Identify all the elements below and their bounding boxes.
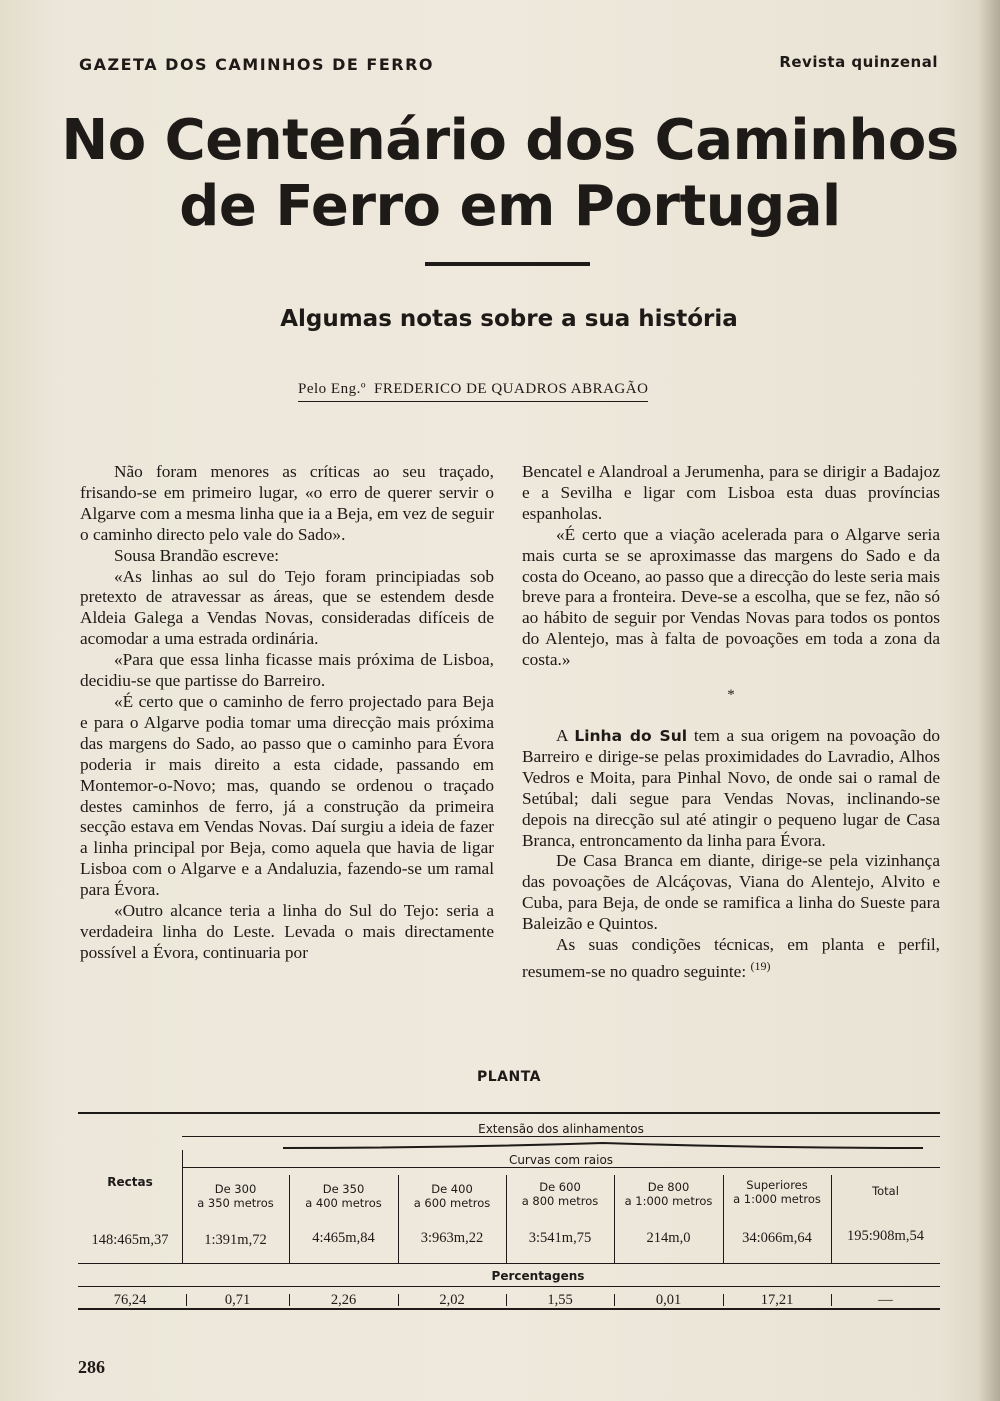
col-header-350-400: De 350 a 400 metros <box>305 1182 382 1210</box>
percent-800-1000: 0,01 <box>655 1292 682 1308</box>
col-header-600-800: De 600 a 800 metros <box>521 1180 599 1208</box>
value-superiores: 34:066m,64 <box>742 1230 812 1246</box>
paragraph: «Para que essa linha ficasse mais próxima de Lisboa, decidiu-se que partisse do Barreiro. <box>80 650 494 691</box>
journal-name: GAZETA DOS CAMINHOS DE FERRO <box>79 55 435 74</box>
linha-do-sul-heading: Linha do Sul <box>574 726 688 745</box>
article-title <box>60 108 960 240</box>
value-800-1000: 214m,0 <box>646 1230 691 1246</box>
percentagens-header: Percentagens <box>491 1269 585 1283</box>
title-line-2: de Ferro em Portugal <box>179 174 841 239</box>
table-title: PLANTA <box>476 1069 542 1085</box>
col-header-800-1000: De 800 a 1:000 metros <box>624 1180 713 1208</box>
value-300-350: 1:391m,72 <box>204 1232 267 1248</box>
right-column <box>522 462 940 983</box>
percent-600-800: 1,55 <box>547 1292 573 1308</box>
value-rectas: 148:465m,37 <box>91 1232 169 1248</box>
value-350-400: 4:465m,84 <box>312 1230 375 1246</box>
paragraph: «É certo que o caminho de ferro projectado para Beja e para o Algarve podia tomar uma direcção mais próxima das margens do Sado, ao passo que o caminho para Évora poderia ir mais direito a esta cidade, passando em Montemor-o-Novo; mas, quando se ordenou o traçado destes caminhos de ferro, já a construção da primeira secção estava em Vendas Novas. Daí surgiu a ideia de fazer a linha principal por Beja, como aquela que havia de ligar Lisboa com o Algarve e a Andaluzia, fazendo-se um ramal para Évora. <box>80 691 494 900</box>
byline-author: FREDERICO DE QUADROS ABRAGÃO <box>373 381 649 397</box>
total-header: Total <box>872 1184 899 1198</box>
col-header-superiores: Superiores a 1:000 metros <box>733 1178 821 1206</box>
curvas-header: Curvas com raios <box>508 1153 614 1167</box>
percent-total: — <box>878 1292 893 1308</box>
byline-prefix: Pelo Eng.º <box>298 381 366 397</box>
table-bottom-rule <box>78 1308 940 1310</box>
title-rule <box>425 262 590 266</box>
paragraph-linha-do-sul <box>522 726 940 851</box>
paragraph: Sousa Brandão escreve: <box>114 545 280 565</box>
extensao-header: Extensão dos alinhamentos <box>478 1122 644 1136</box>
table-top-rule <box>78 1112 940 1114</box>
article-subtitle: Algumas notas sobre a sua história <box>280 306 738 332</box>
value-400-600: 3:963m,22 <box>420 1230 484 1246</box>
journal-tagline: Revista quinzenal <box>779 53 938 71</box>
paragraph <box>522 935 940 983</box>
percent-400-600: 2,02 <box>439 1292 465 1308</box>
percent-superiores: 17,21 <box>760 1292 794 1308</box>
percent-rectas: 76,24 <box>113 1292 147 1308</box>
rectas-header: Rectas <box>107 1175 153 1189</box>
page-number: 286 <box>78 1357 105 1377</box>
value-total: 195:908m,54 <box>847 1228 924 1244</box>
section-separator: * <box>727 687 735 704</box>
percent-top-rule <box>78 1286 940 1287</box>
percent-350-400: 2,26 <box>330 1292 357 1308</box>
paragraph: «É certo que a viação acelerada para o Algarve seria mais curta se se aproximasse das margens do Sado e da costa do Oceano, ao passo que a direcção do leste seria mais breve para a fronteira. Deve-se a escolha, que se fez, não só ao hábito de seguir por Vendas Novas para todos os pontos do Alentejo, mas à falta de povoações em toda a zona da costa.» <box>522 524 940 670</box>
byline <box>298 381 648 402</box>
values-bottom-rule <box>78 1263 940 1264</box>
footnote-ref: (19) <box>750 958 771 973</box>
page-edge-shadow <box>978 0 1000 1401</box>
planta-table <box>78 1112 940 1312</box>
col-header-300-350: De 300 a 350 metros <box>197 1182 274 1210</box>
col-header-400-600: De 400 a 600 metros <box>413 1182 491 1210</box>
left-column <box>80 462 494 964</box>
paragraph: De Casa Branca em diante, dirige-se pela vizinhança das povoações de Alcáçovas, Viana do Alentejo, Alvito e Cuba, para Beja, de onde se ramifica a linha do Sueste para Baleizão e Quintos. <box>522 851 940 934</box>
paragraph-text: As suas condições técnicas, em planta e perfil, resumem-se no quadro seguinte: <box>522 935 940 981</box>
paragraph-continuation: Bencatel e Alandroal a Jerumenha, para se dirigir a Badajoz e a Sevilha e ligar com Lisboa esta duas províncias espanholas. <box>522 462 940 523</box>
paragraph: «As linhas ao sul do Tejo foram principiadas sob pretexto de atravessar as áreas, que se estendem desde Aldeia Galega a Vendas Novas, consideradas difíceis de acomodar a uma estrada ordinária. <box>80 566 494 649</box>
value-600-800: 3:541m,75 <box>528 1230 592 1246</box>
paragraph-text: tem a sua origem na povoação do Barreiro e dirige-se pelas proximidades do Lavradio, Alhos Vedros e Moita, para Pinhal Novo, de onde sai o ramal de Setúbal; dali segue para Vendas Novas, inclinando-se depois na direcção sul até atingir o pequeno lugar de Casa Branca, entroncamento da linha para Évora. <box>522 725 940 850</box>
paragraph: Não foram menores as críticas ao seu traçado, frisando-se em primeiro lugar, «o erro de querer servir o Algarve com a mesma linha que ia a Beja, em vez de seguir o caminho directo pelo vale do Sado». <box>80 462 494 544</box>
paragraph: «Outro alcance teria a linha do Sul do Tejo: seria a verdadeira linha do Leste. Levada o mais directamente possível a Évora, continuaria por <box>80 901 494 962</box>
title-line-1: No Centenário dos Caminhos <box>61 108 959 173</box>
percent-300-350: 0,71 <box>224 1292 251 1308</box>
lead-word: A <box>556 725 568 745</box>
curve-brace-decoration <box>283 1142 923 1150</box>
